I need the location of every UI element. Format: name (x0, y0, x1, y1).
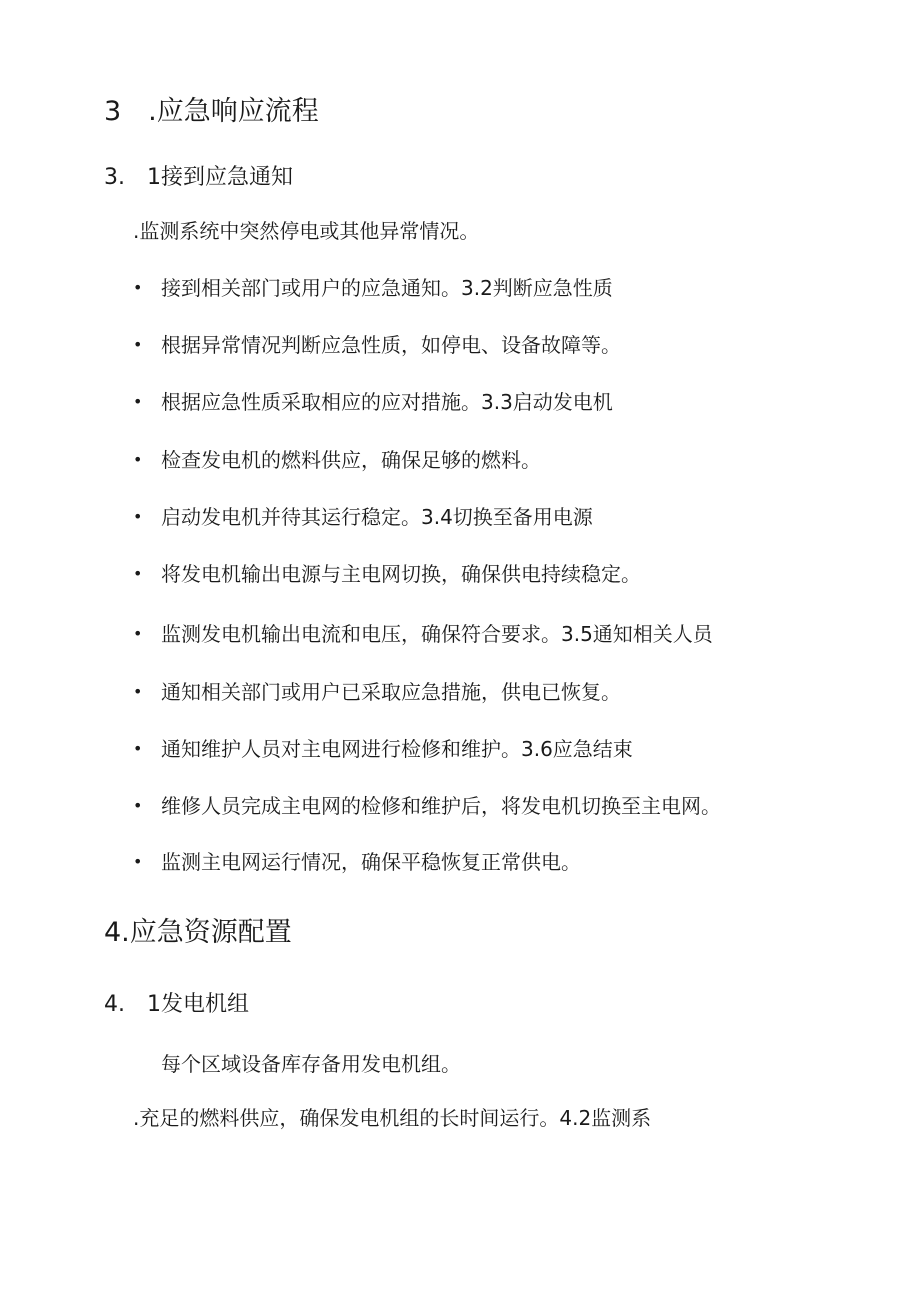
bullet-icon: • (133, 624, 143, 643)
section-3-1-heading: 3. 1接到应急通知 (104, 165, 293, 190)
bullet-icon: • (133, 564, 143, 583)
list-item-text: 监测主电网运行情况，确保平稳恢复正常供电。 (161, 850, 581, 874)
list-item-text: 接到相关部门或用户的应急通知。3.2判断应急性质 (161, 276, 613, 300)
section-3-heading: 3 .应急响应流程 (104, 96, 319, 127)
bullet-icon: • (133, 852, 143, 871)
list-item (133, 278, 613, 298)
list-item (133, 739, 633, 759)
list-item (133, 852, 581, 872)
list-item-text: 根据应急性质采取相应的应对措施。3.3启动发电机 (161, 390, 613, 414)
bullet-icon: • (133, 796, 143, 815)
list-item-text: 维修人员完成主电网的检修和维护后，将发电机切换至主电网。 (161, 794, 721, 818)
bullet-icon: • (133, 450, 143, 469)
list-item (133, 335, 621, 355)
list-item (133, 564, 641, 584)
list-item (133, 450, 541, 470)
bullet-icon: • (133, 278, 143, 297)
list-item-text: 通知维护人员对主电网进行检修和维护。3.6应急结束 (161, 737, 633, 761)
list-item (133, 682, 621, 702)
bullet-icon: • (133, 335, 143, 354)
list-item-text: 将发电机输出电源与主电网切换，确保供电持续稳定。 (161, 562, 641, 586)
bullet-icon: • (133, 682, 143, 701)
section-4-1-paragraph-1: 每个区域设备库存备用发电机组。 (161, 1052, 461, 1076)
section-4-1-heading: 4. 1发电机组 (104, 992, 249, 1017)
section-4-heading: 4.应急资源配置 (104, 917, 292, 948)
bullet-icon: • (133, 392, 143, 411)
bullet-icon: • (133, 739, 143, 758)
list-item (133, 796, 721, 816)
bullet-icon: • (133, 507, 143, 526)
list-item-text: 通知相关部门或用户已采取应急措施，供电已恢复。 (161, 680, 621, 704)
section-4-1-paragraph-2: .充足的燃料供应，确保发电机组的长时间运行。4.2监测系 (133, 1106, 652, 1130)
list-item-text: 检查发电机的燃料供应，确保足够的燃料。 (161, 448, 541, 472)
list-item (133, 507, 593, 527)
section-3-1-paragraph: .监测系统中突然停电或其他异常情况。 (133, 219, 480, 243)
list-item-text: 启动发电机并待其运行稳定。3.4切换至备用电源 (161, 505, 593, 529)
list-item (133, 392, 613, 412)
list-item (133, 624, 713, 644)
list-item-text: 监测发电机输出电流和电压，确保符合要求。3.5通知相关人员 (161, 622, 713, 646)
list-item-text: 根据异常情况判断应急性质，如停电、设备故障等。 (161, 333, 621, 357)
